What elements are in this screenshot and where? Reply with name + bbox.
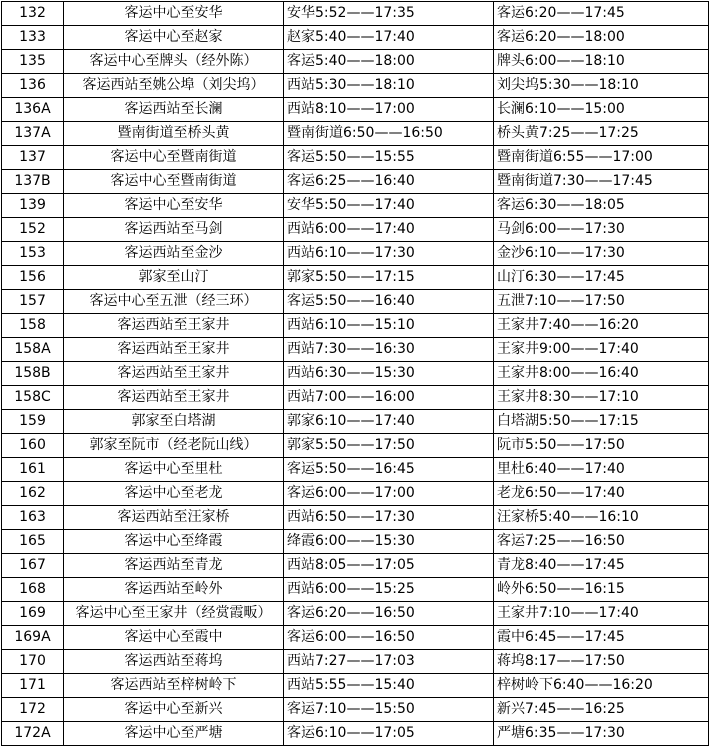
- departure-time-a: 西站7:30——16:30: [287, 341, 415, 357]
- departure-time-b: 阮市5:50——17:50: [497, 437, 625, 453]
- table-row: [2, 50, 709, 74]
- departure-time-b: 汪家桥5:40——16:10: [497, 509, 639, 525]
- departure-time-b: 五泄7:10——17:50: [497, 293, 625, 309]
- route-name: 客运西站至王家井: [117, 389, 230, 405]
- departure-time-a: 客运6:00——17:00: [287, 485, 415, 501]
- route-name: 郭家至白塔湖: [131, 413, 216, 429]
- departure-time-a-cell: [284, 290, 494, 314]
- route-number: 157: [19, 293, 46, 309]
- route-name-cell: [64, 146, 284, 170]
- route-name: 客运中心至暨南街道: [110, 149, 237, 165]
- route-name: 客运西站至王家井: [117, 317, 230, 333]
- departure-time-a-cell: [284, 2, 494, 26]
- table-row: [2, 26, 709, 50]
- departure-time-a: 赵家5:40——17:40: [287, 29, 415, 45]
- departure-time-b-cell: [494, 410, 709, 434]
- departure-time-b: 老龙6:50——17:40: [497, 485, 625, 501]
- route-name-cell: [64, 674, 284, 698]
- route-name-cell: [64, 434, 284, 458]
- table-row: [2, 194, 709, 218]
- departure-time-a-cell: [284, 458, 494, 482]
- route-name: 客运中心至严塘: [124, 725, 223, 741]
- departure-time-b-cell: [494, 338, 709, 362]
- route-number: 158C: [14, 389, 51, 405]
- departure-time-a: 客运7:10——15:50: [287, 701, 415, 717]
- departure-time-a-cell: [284, 26, 494, 50]
- route-name: 客运中心至霞中: [124, 629, 223, 645]
- departure-time-a-cell: [284, 578, 494, 602]
- route-name: 客运中心至安华: [124, 197, 223, 213]
- table-row: [2, 74, 709, 98]
- route-name: 客运中心至王家井（经赏霞畈）: [75, 605, 272, 621]
- route-name-cell: [64, 338, 284, 362]
- route-name-cell: [64, 482, 284, 506]
- departure-time-a-cell: [284, 410, 494, 434]
- departure-time-a: 西站8:05——17:05: [287, 557, 415, 573]
- departure-time-a-cell: [284, 362, 494, 386]
- route-name: 客运西站至汪家桥: [117, 509, 230, 525]
- departure-time-b-cell: [494, 26, 709, 50]
- departure-time-a: 西站7:27——17:03: [287, 653, 415, 669]
- route-number-cell: [2, 98, 64, 122]
- table-row: [2, 650, 709, 674]
- route-number: 169A: [14, 629, 51, 645]
- departure-time-a-cell: [284, 602, 494, 626]
- departure-time-a-cell: [284, 242, 494, 266]
- route-number-cell: [2, 242, 64, 266]
- route-name-cell: [64, 578, 284, 602]
- departure-time-b-cell: [494, 290, 709, 314]
- route-name-cell: [64, 98, 284, 122]
- route-name-cell: [64, 242, 284, 266]
- table-row: [2, 530, 709, 554]
- route-name: 客运西站至姚公埠（刘尖坞）: [82, 77, 265, 93]
- route-name: 客运西站至金沙: [124, 245, 223, 261]
- route-name-cell: [64, 266, 284, 290]
- route-name-cell: [64, 554, 284, 578]
- departure-time-b: 岭外6:50——16:15: [497, 581, 625, 597]
- route-number: 160: [19, 437, 46, 453]
- route-name: 客运中心至安华: [124, 5, 223, 21]
- departure-time-a: 客运6:10——17:05: [287, 725, 415, 741]
- departure-time-b-cell: [494, 458, 709, 482]
- departure-time-a-cell: [284, 674, 494, 698]
- departure-time-a: 西站6:00——15:25: [287, 581, 415, 597]
- departure-time-b-cell: [494, 650, 709, 674]
- route-name: 客运中心至赵家: [124, 29, 223, 45]
- departure-time-a-cell: [284, 170, 494, 194]
- departure-time-a: 西站6:10——15:10: [287, 317, 415, 333]
- table-row: [2, 218, 709, 242]
- route-name-cell: [64, 698, 284, 722]
- departure-time-b: 客运6:20——17:45: [497, 5, 625, 21]
- route-name: 客运西站至王家井: [117, 365, 230, 381]
- route-name: 客运中心至五泄（经三环）: [89, 293, 258, 309]
- route-number: 172: [19, 701, 46, 717]
- route-name-cell: [64, 218, 284, 242]
- departure-time-b-cell: [494, 146, 709, 170]
- departure-time-b-cell: [494, 482, 709, 506]
- route-name: 客运中心至里杜: [124, 461, 223, 477]
- departure-time-b-cell: [494, 218, 709, 242]
- route-number: 158: [19, 317, 46, 333]
- departure-time-b: 白塔湖5:50——17:15: [497, 413, 639, 429]
- table-row: [2, 722, 709, 746]
- departure-time-a: 西站6:00——17:40: [287, 221, 415, 237]
- departure-time-b: 客运6:30——18:05: [497, 197, 625, 213]
- route-name-cell: [64, 530, 284, 554]
- departure-time-a: 客运5:50——16:45: [287, 461, 415, 477]
- table-row: [2, 362, 709, 386]
- table-row: [2, 482, 709, 506]
- departure-time-b: 金沙6:10——17:30: [497, 245, 625, 261]
- departure-time-b-cell: [494, 554, 709, 578]
- route-name-cell: [64, 650, 284, 674]
- departure-time-a: 客运5:50——16:40: [287, 293, 415, 309]
- route-number: 169: [19, 605, 46, 621]
- route-name: 客运中心至暨南街道: [110, 173, 237, 189]
- table-row: [2, 506, 709, 530]
- table-row: [2, 410, 709, 434]
- route-number-cell: [2, 314, 64, 338]
- departure-time-a: 西站5:30——18:10: [287, 77, 415, 93]
- departure-time-a: 西站6:50——17:30: [287, 509, 415, 525]
- route-number-cell: [2, 386, 64, 410]
- route-number-cell: [2, 122, 64, 146]
- table-row: [2, 170, 709, 194]
- route-number-cell: [2, 170, 64, 194]
- route-number-cell: [2, 698, 64, 722]
- route-number-cell: [2, 338, 64, 362]
- departure-time-b: 山汀6:30——17:45: [497, 269, 625, 285]
- route-number-cell: [2, 266, 64, 290]
- route-name-cell: [64, 314, 284, 338]
- departure-time-a: 郭家5:50——17:15: [287, 269, 415, 285]
- departure-time-a-cell: [284, 194, 494, 218]
- route-number: 132: [19, 5, 46, 21]
- departure-time-b: 马剑6:00——17:30: [497, 221, 625, 237]
- departure-time-b: 霞中6:45——17:45: [497, 629, 625, 645]
- route-name: 客运中心至老龙: [124, 485, 223, 501]
- route-number: 139: [19, 197, 46, 213]
- departure-time-b-cell: [494, 2, 709, 26]
- table-row: [2, 386, 709, 410]
- departure-time-b-cell: [494, 434, 709, 458]
- route-name: 郭家至山汀: [138, 269, 209, 285]
- route-number: 136A: [14, 101, 51, 117]
- route-name-cell: [64, 290, 284, 314]
- route-number-cell: [2, 74, 64, 98]
- departure-time-b-cell: [494, 626, 709, 650]
- departure-time-a: 西站6:30——15:30: [287, 365, 415, 381]
- departure-time-b: 刘尖坞5:30——18:10: [497, 77, 639, 93]
- table-row: [2, 2, 709, 26]
- route-number: 162: [19, 485, 46, 501]
- route-number: 135: [19, 53, 46, 69]
- departure-time-a-cell: [284, 218, 494, 242]
- departure-time-a: 郭家6:10——17:40: [287, 413, 415, 429]
- route-number: 137A: [14, 125, 51, 141]
- route-name-cell: [64, 722, 284, 746]
- departure-time-b-cell: [494, 122, 709, 146]
- departure-time-a: 西站5:55——15:40: [287, 677, 415, 693]
- departure-time-a-cell: [284, 626, 494, 650]
- route-name-cell: [64, 2, 284, 26]
- departure-time-b: 暨南街道6:55——17:00: [497, 149, 653, 165]
- departure-time-a: 客运5:50——15:55: [287, 149, 415, 165]
- route-number: 158A: [14, 341, 51, 357]
- departure-time-a: 绛霞6:00——15:30: [287, 533, 415, 549]
- route-number-cell: [2, 482, 64, 506]
- departure-time-b: 客运6:20——18:00: [497, 29, 625, 45]
- route-number: 133: [19, 29, 46, 45]
- route-name-cell: [64, 170, 284, 194]
- route-number-cell: [2, 722, 64, 746]
- route-number-cell: [2, 290, 64, 314]
- departure-time-b-cell: [494, 602, 709, 626]
- route-number: 156: [19, 269, 46, 285]
- route-number-cell: [2, 146, 64, 170]
- route-name: 客运中心至绛霞: [124, 533, 223, 549]
- route-name-cell: [64, 50, 284, 74]
- departure-time-b-cell: [494, 674, 709, 698]
- departure-time-a: 客运6:00——16:50: [287, 629, 415, 645]
- table-row: [2, 602, 709, 626]
- route-name-cell: [64, 74, 284, 98]
- departure-time-b-cell: [494, 530, 709, 554]
- departure-time-a: 暨南街道6:50——16:50: [287, 125, 443, 141]
- departure-time-b: 新兴7:45——16:25: [497, 701, 625, 717]
- departure-time-b-cell: [494, 170, 709, 194]
- route-number: 136: [19, 77, 46, 93]
- departure-time-b: 严塘6:35——17:30: [497, 725, 625, 741]
- route-number-cell: [2, 434, 64, 458]
- departure-time-b-cell: [494, 98, 709, 122]
- departure-time-b-cell: [494, 698, 709, 722]
- route-name-cell: [64, 386, 284, 410]
- route-name: 客运西站至长澜: [124, 101, 223, 117]
- departure-time-b-cell: [494, 362, 709, 386]
- route-number: 167: [19, 557, 46, 573]
- schedule-body: [2, 2, 709, 746]
- departure-time-b: 梓树岭下6:40——16:20: [497, 677, 653, 693]
- departure-time-a-cell: [284, 698, 494, 722]
- departure-time-b-cell: [494, 266, 709, 290]
- route-name: 客运中心至新兴: [124, 701, 223, 717]
- route-name: 暨南街道至桥头黄: [117, 125, 230, 141]
- route-name: 客运中心至牌头（经外陈）: [89, 53, 258, 69]
- route-name-cell: [64, 194, 284, 218]
- departure-time-b: 蒋坞8:17——17:50: [497, 653, 625, 669]
- route-number-cell: [2, 554, 64, 578]
- route-number-cell: [2, 626, 64, 650]
- route-name: 客运西站至蒋坞: [124, 653, 223, 669]
- departure-time-b: 里杜6:40——17:40: [497, 461, 625, 477]
- departure-time-b: 暨南街道7:30——17:45: [497, 173, 653, 189]
- departure-time-a: 安华5:50——17:40: [287, 197, 415, 213]
- route-name-cell: [64, 602, 284, 626]
- departure-time-b: 王家井9:00——17:40: [497, 341, 639, 357]
- table-row: [2, 698, 709, 722]
- table-row: [2, 122, 709, 146]
- departure-time-a-cell: [284, 122, 494, 146]
- route-number: 172A: [14, 725, 51, 741]
- departure-time-a: 客运5:40——18:00: [287, 53, 415, 69]
- departure-time-a-cell: [284, 98, 494, 122]
- departure-time-a: 西站7:00——16:00: [287, 389, 415, 405]
- route-name-cell: [64, 362, 284, 386]
- table-row: [2, 290, 709, 314]
- departure-time-b: 王家井8:30——17:10: [497, 389, 639, 405]
- table-row: [2, 578, 709, 602]
- table-row: [2, 626, 709, 650]
- departure-time-b: 青龙8:40——17:45: [497, 557, 625, 573]
- route-number-cell: [2, 362, 64, 386]
- departure-time-b: 客运7:25——16:50: [497, 533, 625, 549]
- bus-schedule-table: [1, 1, 709, 746]
- departure-time-a: 客运6:20——16:50: [287, 605, 415, 621]
- route-number: 170: [19, 653, 46, 669]
- route-number: 168: [19, 581, 46, 597]
- route-name-cell: [64, 626, 284, 650]
- route-number-cell: [2, 50, 64, 74]
- departure-time-b: 牌头6:00——18:10: [497, 53, 625, 69]
- route-number-cell: [2, 458, 64, 482]
- route-number-cell: [2, 2, 64, 26]
- departure-time-b-cell: [494, 242, 709, 266]
- departure-time-a-cell: [284, 506, 494, 530]
- table-row: [2, 314, 709, 338]
- route-name-cell: [64, 410, 284, 434]
- departure-time-a-cell: [284, 554, 494, 578]
- departure-time-a-cell: [284, 386, 494, 410]
- route-number: 152: [19, 221, 46, 237]
- route-number: 161: [19, 461, 46, 477]
- departure-time-a-cell: [284, 338, 494, 362]
- departure-time-b: 王家井7:10——17:40: [497, 605, 639, 621]
- departure-time-b-cell: [494, 722, 709, 746]
- departure-time-a-cell: [284, 722, 494, 746]
- departure-time-b-cell: [494, 314, 709, 338]
- route-name: 客运西站至马剑: [124, 221, 223, 237]
- departure-time-a-cell: [284, 650, 494, 674]
- route-name-cell: [64, 506, 284, 530]
- route-number: 137: [19, 149, 46, 165]
- route-number: 158B: [14, 365, 51, 381]
- route-number-cell: [2, 530, 64, 554]
- table-row: [2, 146, 709, 170]
- table-row: [2, 458, 709, 482]
- route-number-cell: [2, 506, 64, 530]
- route-number-cell: [2, 674, 64, 698]
- departure-time-a: 客运6:25——16:40: [287, 173, 415, 189]
- route-name: 郭家至阮市（经老阮山线）: [89, 437, 258, 453]
- table-row: [2, 266, 709, 290]
- route-name-cell: [64, 26, 284, 50]
- route-name: 客运西站至青龙: [124, 557, 223, 573]
- departure-time-a: 郭家5:50——17:50: [287, 437, 415, 453]
- departure-time-a: 安华5:52——17:35: [287, 5, 415, 21]
- departure-time-b-cell: [494, 506, 709, 530]
- departure-time-b: 王家井8:00——16:40: [497, 365, 639, 381]
- table-row: [2, 554, 709, 578]
- departure-time-a-cell: [284, 314, 494, 338]
- route-number: 137B: [14, 173, 51, 189]
- departure-time-a: 西站6:10——17:30: [287, 245, 415, 261]
- departure-time-b: 王家井7:40——16:20: [497, 317, 639, 333]
- departure-time-b: 桥头黄7:25——17:25: [497, 125, 639, 141]
- route-name-cell: [64, 122, 284, 146]
- table-row: [2, 434, 709, 458]
- departure-time-b-cell: [494, 50, 709, 74]
- route-name: 客运西站至梓树岭下: [110, 677, 237, 693]
- departure-time-b-cell: [494, 386, 709, 410]
- departure-time-a: 西站8:10——17:00: [287, 101, 415, 117]
- route-number: 159: [19, 413, 46, 429]
- route-number-cell: [2, 26, 64, 50]
- route-number: 153: [19, 245, 46, 261]
- table-row: [2, 338, 709, 362]
- departure-time-b-cell: [494, 74, 709, 98]
- departure-time-b-cell: [494, 194, 709, 218]
- route-number: 165: [19, 533, 46, 549]
- departure-time-a-cell: [284, 482, 494, 506]
- departure-time-a-cell: [284, 266, 494, 290]
- table-row: [2, 242, 709, 266]
- departure-time-a-cell: [284, 530, 494, 554]
- route-number-cell: [2, 194, 64, 218]
- route-number-cell: [2, 410, 64, 434]
- route-name-cell: [64, 458, 284, 482]
- departure-time-a-cell: [284, 74, 494, 98]
- route-name: 客运西站至岭外: [124, 581, 223, 597]
- table-row: [2, 674, 709, 698]
- route-number-cell: [2, 602, 64, 626]
- route-name: 客运西站至王家井: [117, 341, 230, 357]
- departure-time-a-cell: [284, 50, 494, 74]
- route-number: 171: [19, 677, 46, 693]
- departure-time-a-cell: [284, 146, 494, 170]
- table-row: [2, 98, 709, 122]
- route-number: 163: [19, 509, 46, 525]
- route-number-cell: [2, 650, 64, 674]
- departure-time-b: 长澜6:10——15:00: [497, 101, 625, 117]
- departure-time-a-cell: [284, 434, 494, 458]
- departure-time-b-cell: [494, 578, 709, 602]
- route-number-cell: [2, 218, 64, 242]
- route-number-cell: [2, 578, 64, 602]
